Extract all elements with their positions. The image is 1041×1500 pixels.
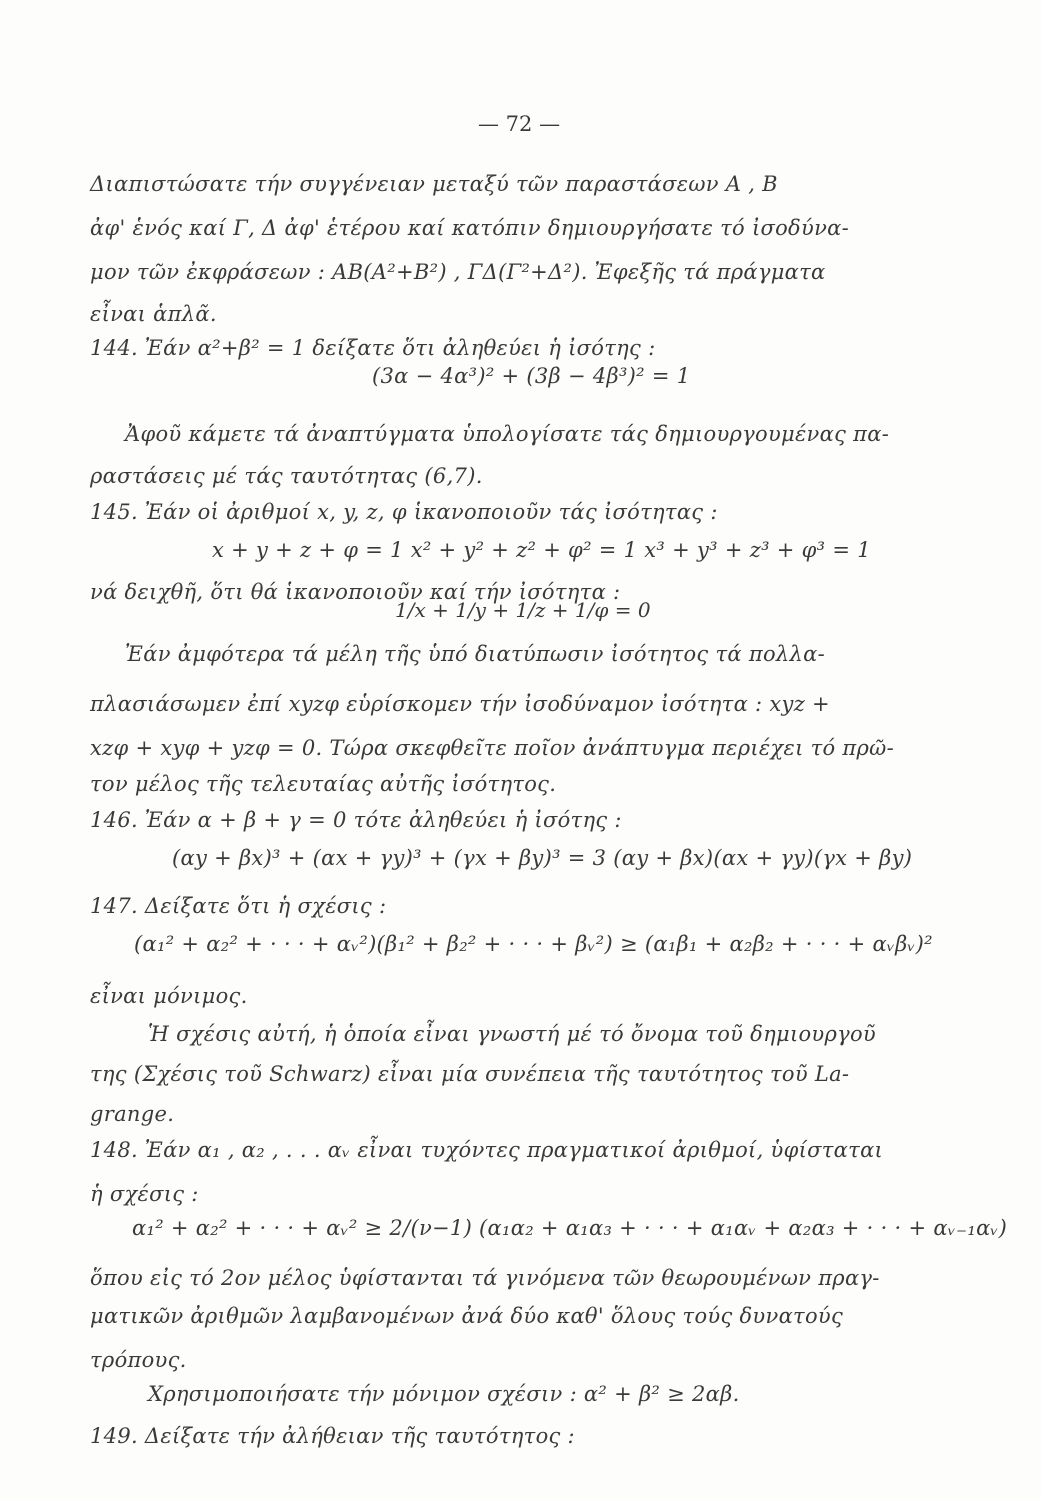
text-line: εἶναι μόνιμος. xyxy=(90,984,248,1008)
text-line: Ἡ σχέσις αὐτή, ἡ ὁποία εἶναι γνωστή μέ τό ὄνομα τοῦ δημιουργοῦ xyxy=(148,1022,876,1046)
text-line: της (Σχέσις τοῦ Schwarz) εἶναι μία συνέπεια τῆς ταυτότητος τοῦ La- xyxy=(90,1062,850,1086)
problem-145-heading: 145. Ἐάν οἱ ἀριθμοί x, y, z, φ ἱκανοποιοῦν τάς ἰσότητας : xyxy=(90,500,718,524)
formula-147: (α₁² + α₂² + · · · + αᵥ²)(β₁² + β₂² + · · · + βᵥ²) ≥ (α₁β₁ + α₂β₂ + · · · + αᵥβᵥ)² xyxy=(134,932,933,956)
text-line: τον μέλος τῆς τελευταίας αὐτῆς ἰσότητος. xyxy=(90,772,557,796)
text-line: τρόπους. xyxy=(90,1348,187,1372)
formula-145-result: 1/x + 1/y + 1/z + 1/φ = 0 xyxy=(395,598,651,622)
text-line: grange. xyxy=(90,1102,175,1126)
text-line: εἶναι ἁπλᾶ. xyxy=(90,302,217,326)
text-line: μον τῶν ἐκφράσεων : ΑΒ(Α²+Β²) , ΓΔ(Γ²+Δ²). Ἐφεξῆς τά πράγματα xyxy=(90,260,826,284)
formula-148: α₁² + α₂² + · · · + αᵥ² ≥ 2/(ν−1) (α₁α₂ + α₁α₃ + · · · + α₁αᵥ + α₂α₃ + · · · + αᵥ₋₁αᵥ) xyxy=(132,1216,1008,1240)
text-line: Ἀφοῦ κάμετε τά ἀναπτύγματα ὑπολογίσατε τάς δημιουργουμένας πα- xyxy=(125,422,890,446)
text-line: ὅπου εἰς τό 2ον μέλος ὑφίστανται τά γινόμενα τῶν θεωρουμένων πραγ- xyxy=(90,1266,880,1290)
page-number: — 72 — xyxy=(478,112,561,136)
formula-145-conditions: x + y + z + φ = 1 x² + y² + z² + φ² = 1 x³ + y³ + z³ + φ³ = 1 xyxy=(212,538,871,562)
text-line: νά δειχθῆ, ὅτι θά ἱκανοποιοῦν καί τήν ἰσότητα : xyxy=(90,580,621,604)
problem-149-heading: 149. Δείξατε τήν ἀλήθειαν τῆς ταυτότητος : xyxy=(90,1424,575,1448)
text-line: πλασιάσωμεν ἐπί xyzφ εὑρίσκομεν τήν ἰσοδύναμον ἰσότητα : xyz + xyxy=(90,692,830,716)
formula-146: (αy + βx)³ + (αx + γy)³ + (γx + βy)³ = 3 (αy + βx)(αx + γy)(γx + βy) xyxy=(172,846,913,870)
text-line: xzφ + xyφ + yzφ = 0. Τώρα σκεφθεῖτε ποῖον ἀνάπτυγμα περιέχει τό πρῶ- xyxy=(90,736,894,760)
text-line: Ἐάν ἀμφότερα τά μέλη τῆς ὑπό διατύπωσιν ἰσότητος τά πολλα- xyxy=(125,642,825,666)
problem-146-heading: 146. Ἐάν α + β + γ = 0 τότε ἀληθεύει ἡ ἰσότης : xyxy=(90,808,622,832)
text-line: ἡ σχέσις : xyxy=(90,1182,199,1206)
text-line: ματικῶν ἀριθμῶν λαμβανομένων ἀνά δύο καθ' ὅλους τούς δυνατούς xyxy=(90,1304,844,1328)
formula-144: (3α − 4α³)² + (3β − 4β³)² = 1 xyxy=(372,364,691,388)
problem-147-heading: 147. Δείξατε ὅτι ἡ σχέσις : xyxy=(90,894,387,918)
problem-144-heading: 144. Ἐάν α²+β² = 1 δείξατε ὅτι ἀληθεύει ἡ ἰσότης : xyxy=(90,336,656,360)
text-line: Διαπιστώσατε τήν συγγένειαν μεταξύ τῶν παραστάσεων Α , Β xyxy=(90,172,778,196)
problem-148-heading: 148. Ἐάν α₁ , α₂ , . . . αᵥ εἶναι τυχόντες πραγματικοί ἀριθμοί, ὑφίσταται xyxy=(90,1138,884,1162)
text-line: Χρησιμοποιήσατε τήν μόνιμον σχέσιν : α² + β² ≥ 2αβ. xyxy=(148,1382,740,1406)
text-line: ραστάσεις μέ τάς ταυτότητας (6,7). xyxy=(90,464,483,488)
text-line: ἀφ' ἑνός καί Γ, Δ ἀφ' ἑτέρου καί κατόπιν δημιουργήσατε τό ἰσοδύνα- xyxy=(90,216,850,240)
